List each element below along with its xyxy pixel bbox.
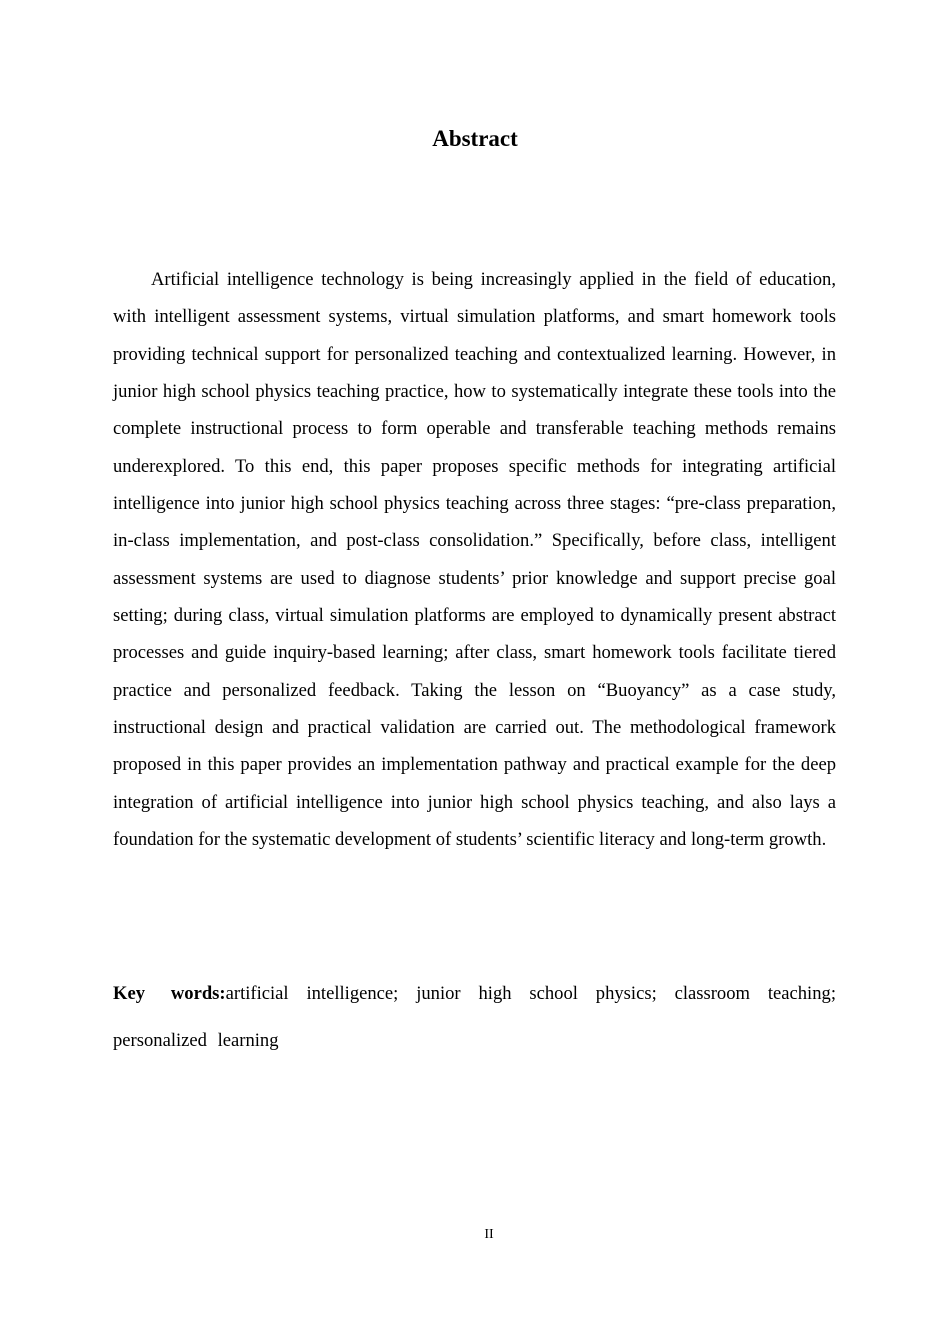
page-number: II bbox=[484, 1227, 494, 1242]
abstract-body: Artificial intelligence technology is being increasingly applied in the field of education, with intelligent assessment systems, virtual simulation platforms, and smart homework tools providing technical support for personalized teaching and contextualized learning. However, in junior high school physics teaching practice, how to systematically integrate these tools into the complete instructional process to form operable and transferable teaching methods remains underexplored. To this end, this paper proposes specific methods for integrating artificial intelligence into junior high school physics teaching across three stages: “pre-class preparation, in-class implementation, and post-class consolidation.” Specifically, before class, intelligent assessment systems are used to diagnose students’ prior knowledge and support precise goal setting; during class, virtual simulation platforms are employed to dynamically present abstract processes and guide inquiry-based learning; after class, smart homework tools facilitate tiered practice and personalized feedback. Taking the lesson on “Buoyancy” as a case study, instructional design and practical validation are carried out. The methodological framework proposed in this paper provides an implementation pathway and practical example for the deep integration of artificial intelligence into junior high school physics teaching, and also lays a foundation for the systematic development of students’ scientific literacy and long-term growth. bbox=[113, 269, 836, 851]
keywords-text: artificial intelligence; junior high school physics; classroom teaching; personalized learning bbox=[113, 983, 836, 1051]
keywords-line bbox=[113, 970, 836, 1064]
abstract-title: Abstract bbox=[432, 126, 518, 151]
keywords-label: Key words: bbox=[113, 983, 226, 1004]
